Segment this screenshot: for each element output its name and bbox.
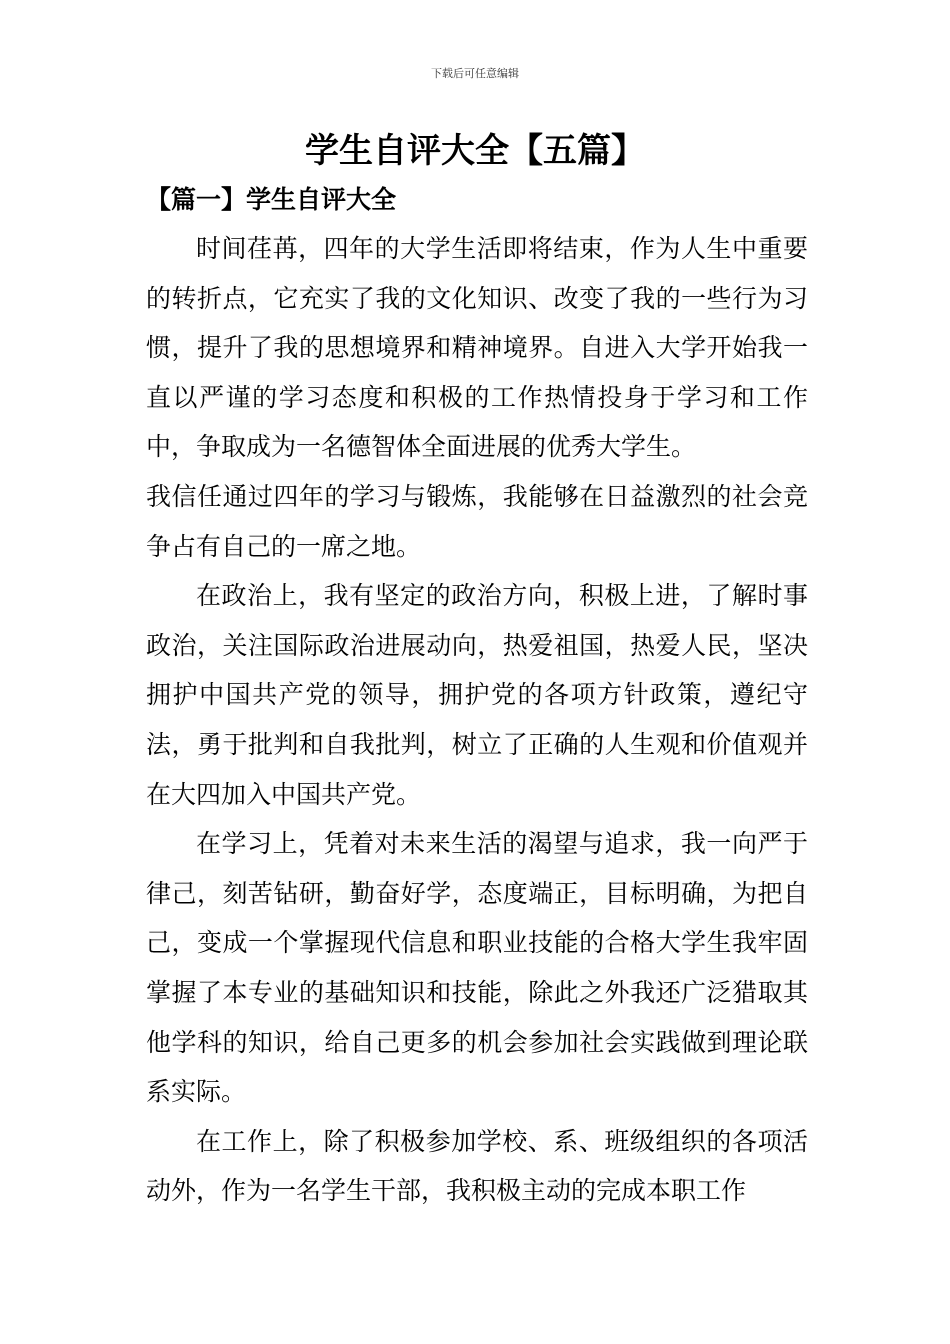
document-body bbox=[146, 224, 808, 1216]
paragraph-2: 我信任通过四年的学习与锻炼，我能够在日益激烈的社会竞争占有自己的一席之地。 bbox=[146, 481, 808, 561]
section-heading: 【篇一】学生自评大全 bbox=[146, 185, 397, 214]
paragraph-4: 在学习上，凭着对未来生活的渴望与追求，我一向严于律己，刻苦钻研，勤奋好学，态度端正，目标明确，为把自己，变成一个掌握现代信息和职业技能的合格大学生我牢固掌握了本专业的基础知识和技能，除此之外我还广泛猎取其他学科的知识，给自己更多的机会参加社会实践做到理论联系实际。 bbox=[146, 829, 808, 1107]
document-title: 学生自评大全【五篇】 bbox=[305, 131, 645, 171]
header-note: 下载后可任意编辑 bbox=[431, 67, 519, 80]
paragraph-1: 时间荏苒，四年的大学生活即将结束，作为人生中重要的转折点，它充实了我的文化知识、改变了我的一些行为习惯，提升了我的思想境界和精神境界。自进入大学开始我一直以严谨的学习态度和积极的工作热情投身于学习和工作中，争取成为一名德智体全面进展的优秀大学生。 bbox=[146, 234, 808, 462]
paragraph-5: 在工作上，除了积极参加学校、系、班级组织的各项活动外，作为一名学生干部，我积极主动的完成本职工作 bbox=[146, 1126, 808, 1206]
paragraph-3: 在政治上，我有坚定的政治方向，积极上进，了解时事政治，关注国际政治进展动向，热爱祖国，热爱人民，坚决拥护中国共产党的领导，拥护党的各项方针政策，遵纪守法，勇于批判和自我批判，树立了正确的人生观和价值观并在大四加入中国共产党。 bbox=[146, 581, 808, 809]
